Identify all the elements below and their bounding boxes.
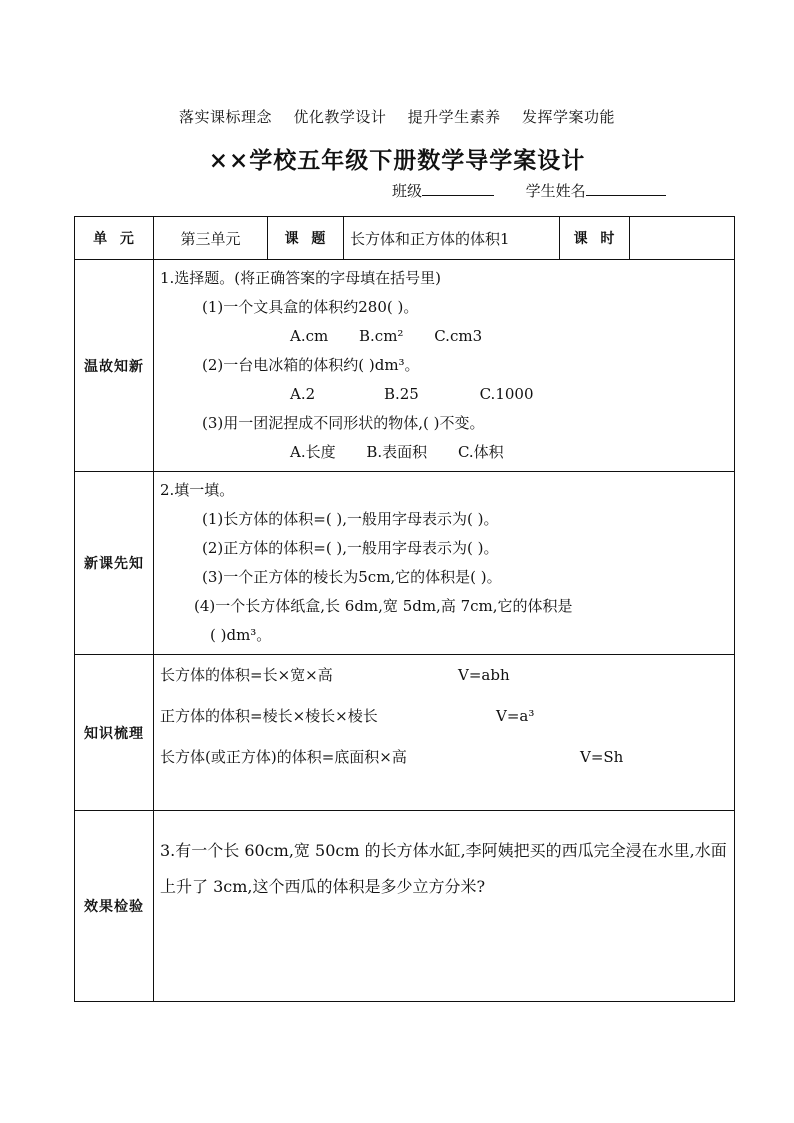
option[interactable]: C.体积: [457, 443, 504, 461]
slogan-line: [0, 106, 794, 127]
document-title: ××学校五年级下册数学导学案设计: [208, 147, 586, 174]
preview-content: [154, 472, 735, 655]
knowledge-label: 知识梳理: [75, 655, 154, 811]
option[interactable]: C.cm3: [434, 327, 483, 345]
preview-q4a: (4)一个长方体纸盒,长 6dm,宽 5dm,高 7cm,它的体积是: [194, 597, 573, 615]
slogan-2: 优化教学设计: [293, 108, 387, 126]
preview-heading: 2.填一填。: [160, 481, 235, 499]
period-value[interactable]: [630, 217, 735, 260]
preview-q2: (2)正方体的体积=( ),一般用字母表示为( )。: [202, 539, 499, 557]
review-content: [154, 260, 735, 472]
review-label: 温故知新: [75, 260, 154, 472]
review-q1-options: [160, 322, 728, 351]
formula-cube: 正方体的体积=棱长×棱长×棱长 V=a³: [160, 707, 535, 725]
option[interactable]: C.1000: [479, 385, 534, 403]
option[interactable]: B.cm²: [359, 327, 404, 345]
name-blank[interactable]: [586, 181, 666, 196]
option[interactable]: B.25: [383, 385, 419, 403]
formula-cuboid: 长方体的体积=长×宽×高 V=abh: [160, 666, 510, 684]
slogan-1: 落实课标理念: [179, 108, 273, 126]
class-blank[interactable]: [422, 181, 494, 196]
unit-value: 第三单元: [154, 217, 268, 260]
slogan-4: 发挥学案功能: [521, 108, 615, 126]
review-row: [75, 260, 735, 472]
review-q2: (2)一台电冰箱的体积约( )dm³。: [202, 356, 420, 374]
slogan-3: 提升学生素养: [407, 108, 501, 126]
class-label: 班级: [392, 182, 423, 200]
option[interactable]: A.长度: [290, 443, 336, 461]
knowledge-content: [154, 655, 735, 811]
topic-value: 长方体和正方体的体积1: [344, 217, 560, 260]
period-label: 课 时: [560, 217, 630, 260]
option[interactable]: B.表面积: [366, 443, 428, 461]
preview-q4b: ( )dm³。: [210, 626, 272, 644]
formula-general: 长方体(或正方体)的体积=底面积×高 V=Sh: [160, 748, 624, 766]
check-content: [154, 811, 735, 1002]
preview-label: 新课先知: [75, 472, 154, 655]
review-q3-options: [160, 438, 728, 467]
name-label: 学生姓名: [525, 182, 586, 200]
student-info-line: [392, 180, 666, 201]
preview-row: [75, 472, 735, 655]
review-q3: (3)用一团泥捏成不同形状的物体,( )不变。: [202, 414, 485, 432]
unit-label: 单 元: [75, 217, 154, 260]
check-problem: 3.有一个长 60cm,宽 50cm 的长方体水缸,李阿姨把买的西瓜完全浸在水里,水面上升了 3cm,这个西瓜的体积是多少立方分米?: [160, 841, 727, 896]
check-label: 效果检验: [75, 811, 154, 1002]
review-q2-options: [160, 380, 728, 409]
info-row: [75, 217, 735, 260]
check-row: [75, 811, 735, 1002]
preview-q3: (3)一个正方体的棱长为5cm,它的体积是( )。: [202, 568, 502, 586]
preview-q1: (1)长方体的体积=( ),一般用字母表示为( )。: [202, 510, 499, 528]
topic-label: 课 题: [268, 217, 344, 260]
lesson-table: [74, 216, 735, 1002]
review-q1: (1)一个文具盒的体积约280( )。: [202, 298, 419, 316]
option[interactable]: A.cm: [290, 327, 329, 345]
review-heading: 1.选择题。(将正确答案的字母填在括号里): [160, 269, 442, 287]
option[interactable]: A.2: [290, 385, 316, 403]
knowledge-row: [75, 655, 735, 811]
